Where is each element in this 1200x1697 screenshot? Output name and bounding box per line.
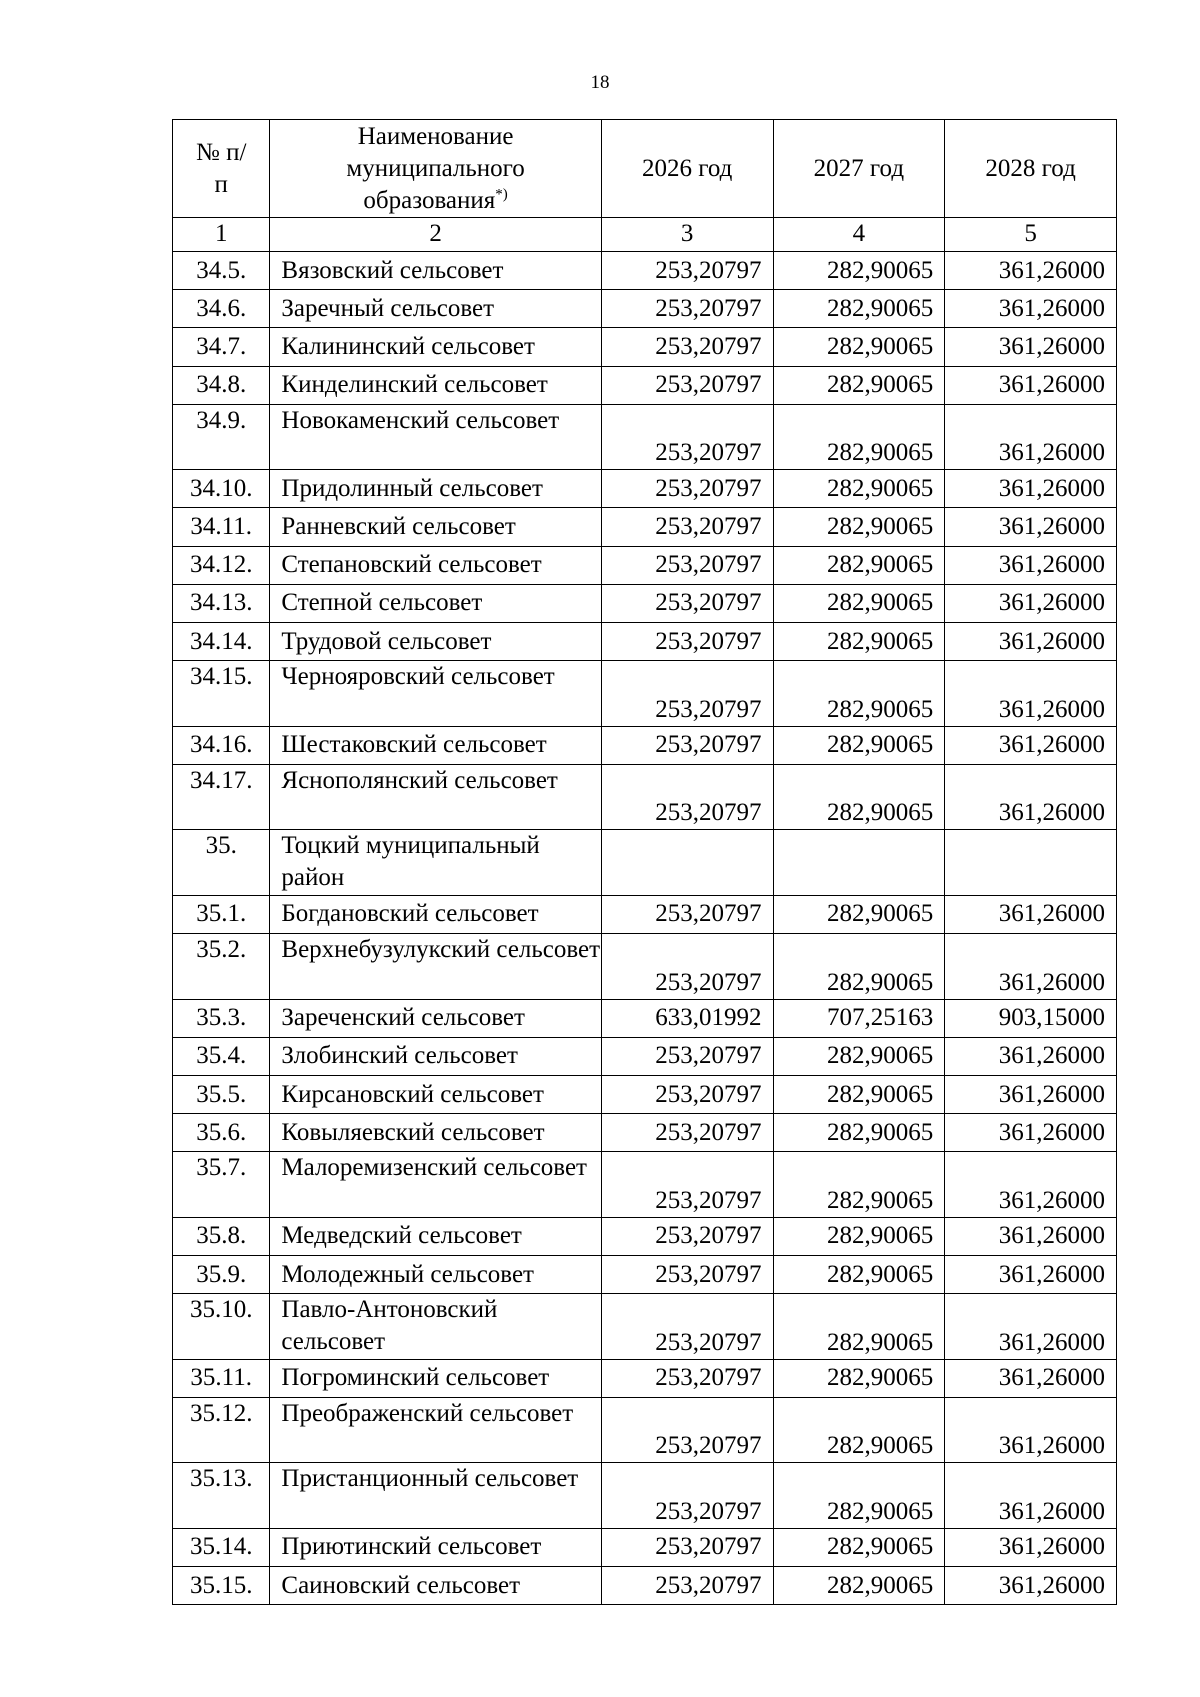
value-2026-cell: 253,20797: [601, 1463, 773, 1529]
row-number-cell: 34.9.: [173, 404, 270, 470]
value-2026-cell: 253,20797: [601, 508, 773, 546]
municipality-name-cell: Богдановский сельсовет: [270, 895, 601, 933]
value-2027-cell: 282,90065: [773, 252, 945, 290]
row-number-cell: 34.6.: [173, 290, 270, 328]
value-2028-cell: 361,26000: [945, 1256, 1117, 1294]
table-row: [173, 623, 1117, 661]
row-number-cell: 34.10.: [173, 470, 270, 508]
table-row: [173, 1397, 1117, 1463]
row-number-cell: 34.11.: [173, 508, 270, 546]
value-2027-cell: 282,90065: [773, 895, 945, 933]
table-row: [173, 726, 1117, 764]
value-2027-cell: 282,90065: [773, 1152, 945, 1218]
value-2027-cell: 282,90065: [773, 290, 945, 328]
value-2026-cell: 253,20797: [601, 1397, 773, 1463]
table-body: [173, 252, 1117, 1605]
value-2027-cell: 282,90065: [773, 404, 945, 470]
table-row: [173, 546, 1117, 584]
value-2028-cell: 361,26000: [945, 252, 1117, 290]
value-2027-cell: 707,25163: [773, 999, 945, 1037]
row-number-cell: 35.12.: [173, 1397, 270, 1463]
table-row: [173, 1075, 1117, 1113]
value-2027-cell: 282,90065: [773, 1359, 945, 1397]
value-2027-cell: 282,90065: [773, 1075, 945, 1113]
row-number-cell: 35.4.: [173, 1037, 270, 1075]
table-row: [173, 366, 1117, 404]
municipality-name-cell: Малоремизенский сельсовет: [270, 1152, 601, 1218]
value-2027-cell: 282,90065: [773, 1294, 945, 1360]
value-2028-cell: 361,26000: [945, 1075, 1117, 1113]
value-2027-cell: 282,90065: [773, 726, 945, 764]
value-2028-cell: 361,26000: [945, 546, 1117, 584]
municipality-name-cell: Погроминский сельсовет: [270, 1359, 601, 1397]
value-2027-cell: 282,90065: [773, 1256, 945, 1294]
value-2028-cell: 361,26000: [945, 1294, 1117, 1360]
municipality-name-cell: Новокаменский сельсовет: [270, 404, 601, 470]
table-row: [173, 470, 1117, 508]
header-number: [173, 120, 270, 218]
value-2028-cell: 361,26000: [945, 1037, 1117, 1075]
row-number-cell: 34.8.: [173, 366, 270, 404]
value-2028-cell: 361,26000: [945, 1359, 1117, 1397]
municipality-name-cell: Степановский сельсовет: [270, 546, 601, 584]
municipality-name-cell: Ранневский сельсовет: [270, 508, 601, 546]
header-footnote-mark: *): [495, 186, 508, 203]
municipality-name-cell: Верхнебузулукский сельсовет: [270, 934, 601, 1000]
value-2026-cell: 253,20797: [601, 1528, 773, 1566]
value-2028-cell: 361,26000: [945, 584, 1117, 622]
municipality-name-cell: Злобинский сельсовет: [270, 1037, 601, 1075]
municipality-name-cell: Ковыляевский сельсовет: [270, 1114, 601, 1152]
value-2026-cell: 253,20797: [601, 404, 773, 470]
value-2027-cell: 282,90065: [773, 934, 945, 1000]
value-2026-cell: 633,01992: [601, 999, 773, 1037]
value-2028-cell: 361,26000: [945, 623, 1117, 661]
value-2026-cell: [601, 830, 773, 896]
value-2027-cell: 282,90065: [773, 1567, 945, 1605]
value-2028-cell: 361,26000: [945, 508, 1117, 546]
municipality-name-cell: Зареченский сельсовет: [270, 999, 601, 1037]
value-2028-cell: 361,26000: [945, 895, 1117, 933]
value-2026-cell: 253,20797: [601, 328, 773, 366]
value-2026-cell: 253,20797: [601, 546, 773, 584]
municipality-name-cell: Шестаковский сельсовет: [270, 726, 601, 764]
header-year-2027: 2027 год: [773, 120, 945, 218]
row-number-cell: 35.11.: [173, 1359, 270, 1397]
value-2026-cell: 253,20797: [601, 1075, 773, 1113]
row-number-cell: 34.7.: [173, 328, 270, 366]
value-2026-cell: 253,20797: [601, 1114, 773, 1152]
table-row: [173, 934, 1117, 1000]
value-2027-cell: 282,90065: [773, 584, 945, 622]
table-row: [173, 252, 1117, 290]
value-2026-cell: 253,20797: [601, 290, 773, 328]
value-2027-cell: 282,90065: [773, 1037, 945, 1075]
value-2027-cell: 282,90065: [773, 366, 945, 404]
table-row: [173, 895, 1117, 933]
row-number-cell: 35.: [173, 830, 270, 896]
table-row: [173, 1256, 1117, 1294]
value-2027-cell: 282,90065: [773, 470, 945, 508]
value-2026-cell: 253,20797: [601, 1256, 773, 1294]
value-2028-cell: 361,26000: [945, 1528, 1117, 1566]
header-municipality-text: Наименование муниципального образования: [346, 122, 525, 214]
column-index: 2: [270, 218, 601, 252]
municipality-name-cell: Кинделинский сельсовет: [270, 366, 601, 404]
value-2027-cell: 282,90065: [773, 661, 945, 727]
row-number-cell: 34.12.: [173, 546, 270, 584]
value-2028-cell: 903,15000: [945, 999, 1117, 1037]
value-2028-cell: 361,26000: [945, 404, 1117, 470]
municipality-name-cell: Вязовский сельсовет: [270, 252, 601, 290]
row-number-cell: 34.13.: [173, 584, 270, 622]
value-2026-cell: 253,20797: [601, 661, 773, 727]
table-row: [173, 584, 1117, 622]
municipality-name-cell: Калининский сельсовет: [270, 328, 601, 366]
value-2026-cell: 253,20797: [601, 1359, 773, 1397]
page-number: 18: [590, 72, 610, 93]
table-row: [173, 328, 1117, 366]
header-municipality: [270, 120, 601, 218]
value-2028-cell: 361,26000: [945, 1152, 1117, 1218]
value-2026-cell: 253,20797: [601, 1294, 773, 1360]
municipality-name-cell: Преображенский сельсовет: [270, 1397, 601, 1463]
row-number-cell: 35.2.: [173, 934, 270, 1000]
value-2026-cell: 253,20797: [601, 252, 773, 290]
table-row: [173, 830, 1117, 896]
row-number-cell: 34.14.: [173, 623, 270, 661]
value-2028-cell: 361,26000: [945, 470, 1117, 508]
row-number-cell: 35.3.: [173, 999, 270, 1037]
row-number-cell: 35.7.: [173, 1152, 270, 1218]
header-year-2026: 2026 год: [601, 120, 773, 218]
column-index-row: [173, 218, 1117, 252]
header-row: [173, 120, 1117, 218]
value-2027-cell: 282,90065: [773, 546, 945, 584]
value-2028-cell: 361,26000: [945, 726, 1117, 764]
row-number-cell: 34.15.: [173, 661, 270, 727]
value-2026-cell: 253,20797: [601, 764, 773, 830]
value-2028-cell: 361,26000: [945, 290, 1117, 328]
table-row: [173, 764, 1117, 830]
row-number-cell: 35.5.: [173, 1075, 270, 1113]
value-2028-cell: 361,26000: [945, 934, 1117, 1000]
value-2026-cell: 253,20797: [601, 1217, 773, 1255]
value-2027-cell: 282,90065: [773, 1114, 945, 1152]
table-row: [173, 290, 1117, 328]
value-2027-cell: 282,90065: [773, 1463, 945, 1529]
municipality-name-cell: Молодежный сельсовет: [270, 1256, 601, 1294]
value-2027-cell: 282,90065: [773, 508, 945, 546]
table-row: [173, 999, 1117, 1037]
value-2026-cell: 253,20797: [601, 895, 773, 933]
municipality-name-cell: Степной сельсовет: [270, 584, 601, 622]
value-2028-cell: 361,26000: [945, 1114, 1117, 1152]
table-row: [173, 1294, 1117, 1360]
value-2026-cell: 253,20797: [601, 584, 773, 622]
value-2026-cell: 253,20797: [601, 726, 773, 764]
municipality-name-cell: Придолинный сельсовет: [270, 470, 601, 508]
municipality-name-cell: Пристанционный сельсовет: [270, 1463, 601, 1529]
value-2026-cell: 253,20797: [601, 934, 773, 1000]
row-number-cell: 35.9.: [173, 1256, 270, 1294]
value-2028-cell: 361,26000: [945, 328, 1117, 366]
row-number-cell: 35.13.: [173, 1463, 270, 1529]
column-index: 4: [773, 218, 945, 252]
row-number-cell: 35.15.: [173, 1567, 270, 1605]
municipality-name-cell: Медведский сельсовет: [270, 1217, 601, 1255]
value-2026-cell: 253,20797: [601, 470, 773, 508]
row-number-cell: 35.8.: [173, 1217, 270, 1255]
municipality-name-cell: Чернояровский сельсовет: [270, 661, 601, 727]
municipality-name-cell: Кирсановский сельсовет: [270, 1075, 601, 1113]
column-index: 1: [173, 218, 270, 252]
value-2027-cell: 282,90065: [773, 1217, 945, 1255]
row-number-cell: 34.5.: [173, 252, 270, 290]
table-row: [173, 1567, 1117, 1605]
value-2028-cell: 361,26000: [945, 1567, 1117, 1605]
municipality-name-cell: Заречный сельсовет: [270, 290, 601, 328]
value-2027-cell: 282,90065: [773, 1528, 945, 1566]
table-row: [173, 404, 1117, 470]
table-row: [173, 1528, 1117, 1566]
table-row: [173, 661, 1117, 727]
municipality-name-cell: Приютинский сельсовет: [270, 1528, 601, 1566]
value-2027-cell: 282,90065: [773, 623, 945, 661]
table-row: [173, 1463, 1117, 1529]
value-2028-cell: 361,26000: [945, 1463, 1117, 1529]
table-row: [173, 1359, 1117, 1397]
value-2028-cell: 361,26000: [945, 1397, 1117, 1463]
value-2027-cell: 282,90065: [773, 328, 945, 366]
table-row: [173, 1037, 1117, 1075]
header-year-2028: 2028 год: [945, 120, 1117, 218]
row-number-cell: 35.10.: [173, 1294, 270, 1360]
table-row: [173, 1114, 1117, 1152]
column-index: 5: [945, 218, 1117, 252]
municipality-name-cell: Трудовой сельсовет: [270, 623, 601, 661]
budget-table: [172, 119, 1117, 1605]
value-2028-cell: [945, 830, 1117, 896]
municipality-name-cell: Яснополянский сельсовет: [270, 764, 601, 830]
value-2026-cell: 253,20797: [601, 623, 773, 661]
table-row: [173, 1152, 1117, 1218]
row-number-cell: 34.16.: [173, 726, 270, 764]
municipality-name-cell: Тоцкий муниципальный район: [270, 830, 601, 896]
value-2028-cell: 361,26000: [945, 764, 1117, 830]
row-number-cell: 35.1.: [173, 895, 270, 933]
value-2026-cell: 253,20797: [601, 1567, 773, 1605]
municipality-name-cell: Саиновский сельсовет: [270, 1567, 601, 1605]
value-2026-cell: 253,20797: [601, 1037, 773, 1075]
table-row: [173, 508, 1117, 546]
row-number-cell: 35.6.: [173, 1114, 270, 1152]
value-2026-cell: 253,20797: [601, 366, 773, 404]
value-2027-cell: [773, 830, 945, 896]
table-row: [173, 1217, 1117, 1255]
row-number-cell: 35.14.: [173, 1528, 270, 1566]
value-2026-cell: 253,20797: [601, 1152, 773, 1218]
value-2027-cell: 282,90065: [773, 764, 945, 830]
value-2027-cell: 282,90065: [773, 1397, 945, 1463]
column-index: 3: [601, 218, 773, 252]
row-number-cell: 34.17.: [173, 764, 270, 830]
value-2028-cell: 361,26000: [945, 661, 1117, 727]
value-2028-cell: 361,26000: [945, 366, 1117, 404]
value-2028-cell: 361,26000: [945, 1217, 1117, 1255]
municipality-name-cell: Павло-Антоновский сельсовет: [270, 1294, 601, 1360]
header-number-text: № п/п: [195, 138, 247, 198]
